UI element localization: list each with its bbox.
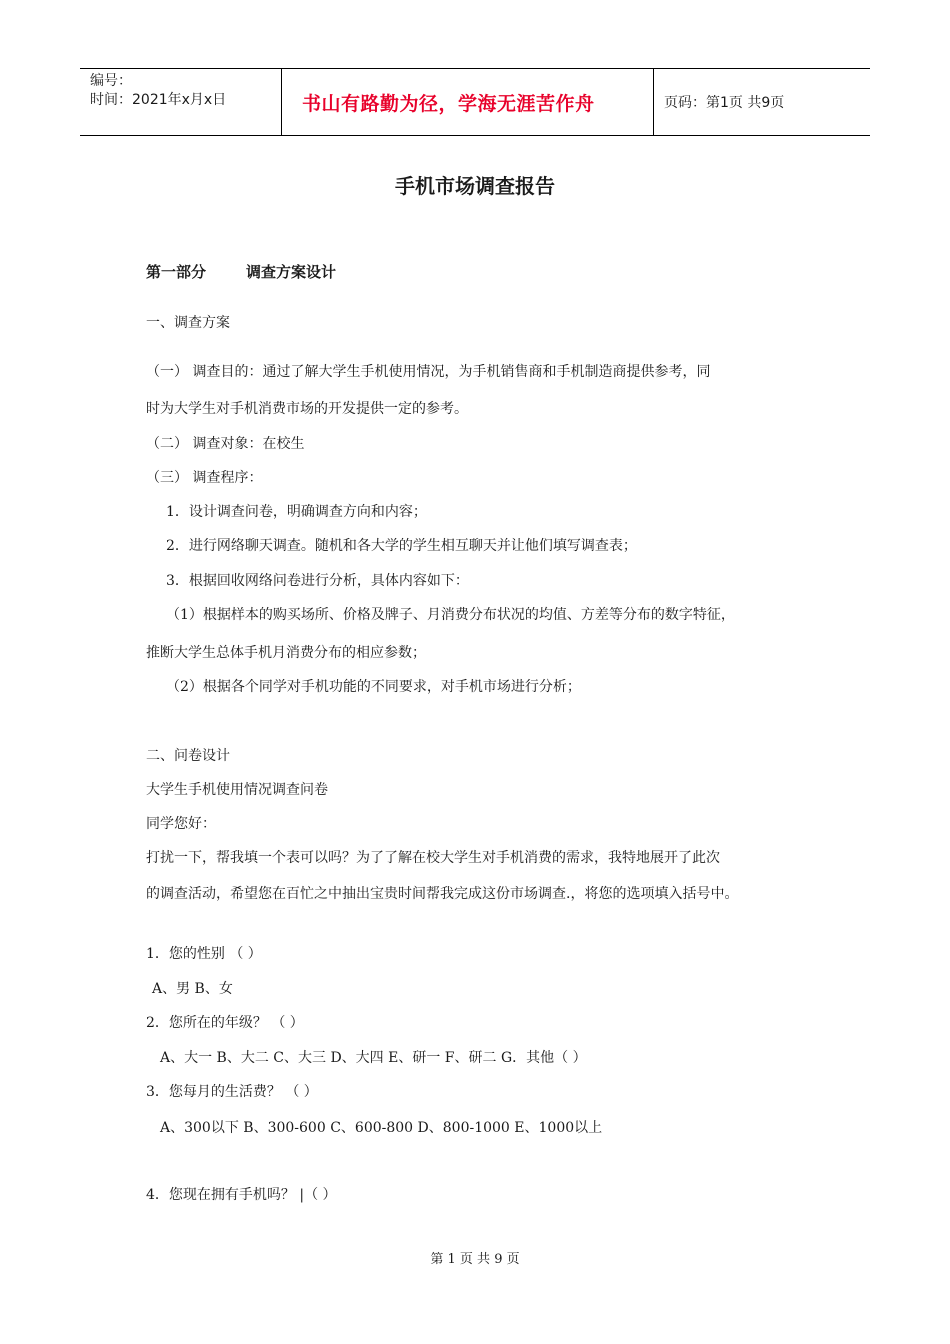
body-line: 2．进行网络聊天调查。随机和各大学的学生相互聊天并让他们填写调查表；: [166, 538, 637, 554]
question-line: 1．您的性别 （ ）: [146, 946, 262, 962]
page-footer: 第 1 页 共 9 页: [430, 1252, 520, 1267]
options-line: A、300以下 B、300-600 C、600-800 D、800-1000 E、1000以上: [160, 1120, 603, 1136]
question-line: 4．您现在拥有手机吗？ |（ ）: [146, 1187, 337, 1203]
question-line: 2．您所在的年级？ （ ）: [146, 1015, 304, 1031]
body-line: 一、调查方案: [146, 315, 230, 331]
body-line: （2）根据各个同学对手机功能的不同要求，对手机市场进行分析；: [166, 679, 581, 695]
body-line: 的调查活动，希望您在百忙之中抽出宝贵时间帮我完成这份市场调查.，将您的选项填入括号中。: [146, 886, 739, 902]
header-motto-cell: [281, 69, 654, 135]
body-line: 打扰一下，帮我填一个表可以吗？为了了解在校大学生对手机消费的需求，我特地展开了此次: [146, 850, 720, 866]
body-line: 二、问卷设计: [146, 748, 230, 764]
motto: 书山有路勤为径，学海无涯苦作舟: [302, 92, 595, 115]
body-line: 同学您好：: [146, 816, 216, 832]
body-line: 3．根据回收网络问卷进行分析，具体内容如下：: [166, 573, 469, 589]
body-line: （一） 调查目的：通过了解大学生手机使用情况，为手机销售商和手机制造商提供参考，同: [146, 364, 711, 380]
header-meta: [80, 69, 281, 135]
body-line: （1）根据样本的购买场所、价格及牌子、月消费分布状况的均值、方差等分布的数字特征，: [166, 607, 735, 623]
body-line: 大学生手机使用情况调查问卷: [146, 782, 328, 798]
part-one-heading: [146, 261, 336, 282]
body-line: （三） 调查程序：: [146, 470, 263, 486]
body-line: 推断大学生总体手机月消费分布的相应参数；: [146, 645, 426, 661]
page-title: 手机市场调查报告: [395, 174, 555, 198]
header-page-info: 页码：第1页 共9页: [664, 95, 785, 111]
question-line: 3．您每月的生活费？ （ ）: [146, 1084, 318, 1100]
header-table: [80, 68, 870, 136]
options-line: A、大一 B、大二 C、大三 D、大四 E、研一 F、研二 G．其他（ ）: [160, 1050, 587, 1066]
options-line: A、男 B、女: [152, 981, 233, 997]
body-line: 时为大学生对手机消费市场的开发提供一定的参考。: [146, 401, 468, 417]
body-line: 1．设计调查问卷，明确调查方向和内容；: [166, 504, 427, 520]
time-label: 时间：2021年x月x日: [90, 92, 227, 108]
part-name: 调查方案设计: [246, 263, 337, 281]
part-label: 第一部分: [146, 263, 207, 281]
body-line: （二） 调查对象：在校生: [146, 436, 305, 452]
number-label: 编号：: [90, 73, 132, 89]
